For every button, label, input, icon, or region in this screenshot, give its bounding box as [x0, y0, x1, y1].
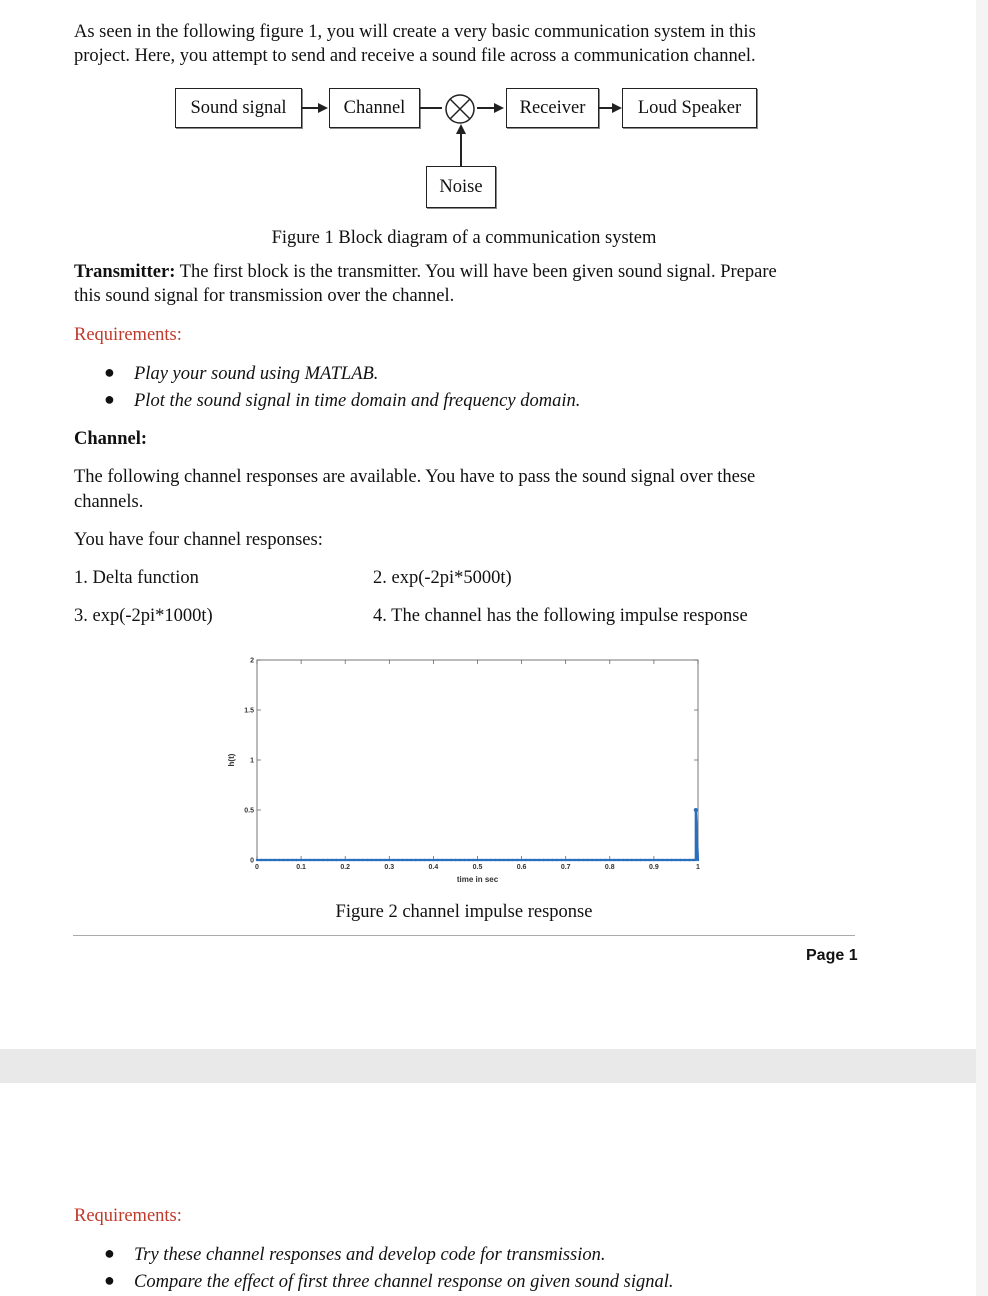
sample-point: [419, 859, 421, 861]
sample-point: [679, 859, 681, 861]
sample-point: [476, 859, 478, 861]
sample-point: [639, 859, 641, 861]
sample-point: [525, 859, 527, 861]
sample-point: [326, 859, 328, 861]
sample-point: [591, 859, 593, 861]
sample-point: [582, 859, 584, 861]
sample-point: [397, 859, 399, 861]
receiver-block: Receiver: [506, 88, 599, 128]
channel-response-3: 3. exp(-2pi*1000t): [74, 606, 213, 626]
sample-point: [609, 859, 611, 861]
sample-point: [485, 859, 487, 861]
sample-point: [503, 859, 505, 861]
sample-point: [578, 859, 580, 861]
sample-point: [573, 859, 575, 861]
sample-point: [410, 859, 412, 861]
sample-point: [587, 859, 589, 861]
requirement-2-item-2: Compare the effect of first three channel response on given sound signal.: [134, 1272, 674, 1292]
sample-point: [675, 859, 677, 861]
sample-point: [688, 859, 690, 861]
transmitter-label: Transmitter:: [74, 262, 176, 282]
channel-desc-line-2: channels.: [74, 492, 144, 512]
sample-point: [490, 859, 492, 861]
sample-point: [534, 859, 536, 861]
x-tick-label: 0.5: [472, 864, 483, 871]
sample-point: [463, 859, 465, 861]
sample-point: [300, 859, 302, 861]
plot-frame: [257, 660, 698, 860]
channel-four-responses: You have four channel responses:: [74, 530, 323, 550]
sample-point: [494, 859, 496, 861]
sample-point: [282, 859, 284, 861]
sample-point: [662, 859, 664, 861]
y-tick-label: 1.5: [244, 707, 254, 715]
sample-point: [256, 859, 258, 861]
sample-point: [362, 859, 364, 861]
sample-point: [542, 859, 544, 861]
noise-arrow-head: [456, 124, 466, 134]
sample-point: [318, 859, 320, 861]
sample-point: [538, 859, 540, 861]
sample-point: [467, 859, 469, 861]
sample-point: [595, 859, 597, 861]
sample-point: [657, 859, 659, 861]
sample-point: [666, 859, 668, 861]
requirement-2-item-1: Try these channel responses and develop code for transmission.: [134, 1245, 606, 1265]
sample-point: [450, 859, 452, 861]
sample-point: [353, 859, 355, 861]
sample-point: [481, 859, 483, 861]
sample-point: [604, 859, 606, 861]
sample-point: [366, 859, 368, 861]
sample-point: [569, 859, 571, 861]
sample-point: [556, 859, 558, 861]
sample-point: [498, 859, 500, 861]
x-tick-label: 0.6: [516, 864, 527, 871]
sample-point: [265, 859, 267, 861]
sample-point: [454, 859, 456, 861]
x-tick-label: 0.4: [428, 864, 439, 871]
impulse-peak-point: [694, 808, 698, 812]
x-tick-label: 1: [696, 864, 700, 871]
sample-point: [635, 859, 637, 861]
sample-point: [428, 859, 430, 861]
channel-response-1: 1. Delta function: [74, 568, 199, 588]
x-tick-label: 0.8: [604, 864, 615, 871]
channel-response-4: 4. The channel has the following impulse response: [373, 606, 748, 626]
sample-point: [445, 859, 447, 861]
loud-speaker-block: Loud Speaker: [622, 88, 757, 128]
sample-point: [507, 859, 509, 861]
sample-point: [437, 859, 439, 861]
sample-point: [322, 859, 324, 861]
sample-point: [565, 859, 567, 861]
requirement-1-item-1: Play your sound using MATLAB.: [134, 364, 379, 384]
y-tick-label: 0: [250, 857, 254, 865]
sample-point: [415, 859, 417, 861]
sample-point: [295, 859, 297, 861]
x-tick-label: 0.3: [384, 864, 395, 871]
sample-point: [313, 859, 315, 861]
sample-point: [600, 859, 602, 861]
sample-point: [406, 859, 408, 861]
sample-point: [331, 859, 333, 861]
sample-point: [622, 859, 624, 861]
bullet-icon: ●: [104, 389, 115, 409]
x-tick-label: 0.9: [649, 864, 659, 871]
transmitter-text: The first block is the transmitter. You will have been given sound signal. Prepare: [175, 262, 777, 282]
sample-point: [512, 859, 514, 861]
sample-point: [269, 859, 271, 861]
sample-point: [309, 859, 311, 861]
sample-point: [340, 859, 342, 861]
transmitter-line-2: this sound signal for transmission over the channel.: [74, 286, 455, 306]
sample-point: [617, 859, 619, 861]
sample-point: [560, 859, 562, 861]
arrow-head-3: [494, 103, 504, 113]
sample-point: [423, 859, 425, 861]
arrow-head-1: [318, 103, 328, 113]
arrow-head-4: [612, 103, 622, 113]
sample-point: [291, 859, 293, 861]
sample-point: [670, 859, 672, 861]
sample-point: [648, 859, 650, 861]
sample-point: [459, 859, 461, 861]
sample-point: [472, 859, 474, 861]
arrow-line-3: [477, 107, 495, 109]
sample-point: [692, 859, 694, 861]
sample-point: [384, 859, 386, 861]
sample-point: [551, 859, 553, 861]
sample-point: [260, 859, 262, 861]
sample-point: [379, 859, 381, 861]
x-axis-label: time in sec: [456, 875, 499, 884]
sample-point: [393, 859, 395, 861]
transmitter-line-1: [74, 260, 777, 284]
sample-point: [278, 859, 280, 861]
bullet-icon: ●: [104, 1243, 115, 1263]
x-tick-label: 0.2: [340, 864, 351, 871]
sound-signal-block: Sound signal: [175, 88, 302, 128]
y-axis-label: h(t): [227, 753, 236, 767]
sample-point: [626, 859, 628, 861]
arrow-line-2: [420, 107, 442, 109]
y-tick-label: 0.5: [244, 807, 254, 815]
sample-point: [401, 859, 403, 861]
sample-point: [348, 859, 350, 861]
requirements-heading-1: Requirements:: [74, 325, 182, 345]
sample-point: [697, 859, 699, 861]
scroll-gutter: [976, 0, 988, 1296]
x-tick-label: 0.7: [560, 864, 571, 871]
sample-point: [613, 859, 615, 861]
sample-point: [304, 859, 306, 861]
page-footer-rule: [73, 935, 855, 936]
figure-2-caption: Figure 2 channel impulse response: [335, 902, 593, 922]
sample-point: [547, 859, 549, 861]
channel-heading: Channel:: [74, 429, 147, 449]
sample-point: [631, 859, 633, 861]
sample-point: [520, 859, 522, 861]
sample-point: [375, 859, 377, 861]
channel-desc-line-1: The following channel responses are available. You have to pass the sound signal over these: [74, 467, 756, 487]
sample-point: [388, 859, 390, 861]
noise-line: [460, 133, 462, 166]
sample-point: [357, 859, 359, 861]
sample-point: [653, 859, 655, 861]
sample-point: [529, 859, 531, 861]
arrow-line-1: [302, 107, 319, 109]
sample-point: [273, 859, 275, 861]
requirement-1-item-2: Plot the sound signal in time domain and frequency domain.: [134, 391, 581, 411]
y-tick-label: 1: [250, 757, 254, 765]
impulse-response-chart: [220, 645, 720, 890]
sample-point: [644, 859, 646, 861]
sample-point: [344, 859, 346, 861]
sample-point: [335, 859, 337, 861]
channel-block: Channel: [329, 88, 420, 128]
intro-line-2: project. Here, you attempt to send and receive a sound file across a communication channel.: [74, 46, 756, 66]
intro-line-1: As seen in the following figure 1, you will create a very basic communication system in this: [74, 22, 756, 42]
channel-response-2: 2. exp(-2pi*5000t): [373, 568, 512, 588]
sample-point: [432, 859, 434, 861]
page-number: Page 1: [806, 947, 858, 964]
x-tick-label: 0.1: [296, 864, 306, 871]
y-tick-label: 2: [250, 657, 254, 665]
noise-block: Noise: [426, 166, 496, 208]
sample-point: [441, 859, 443, 861]
x-tick-label: 0: [255, 864, 259, 871]
sample-point: [370, 859, 372, 861]
bullet-icon: ●: [104, 362, 115, 382]
arrow-line-4: [599, 107, 613, 109]
sample-point: [287, 859, 289, 861]
figure-1-caption: Figure 1 Block diagram of a communication system: [271, 228, 657, 248]
requirements-heading-2: Requirements:: [74, 1206, 182, 1226]
bullet-icon: ●: [104, 1270, 115, 1290]
sample-point: [516, 859, 518, 861]
sample-point: [684, 859, 686, 861]
mixer-symbol: [443, 93, 477, 127]
